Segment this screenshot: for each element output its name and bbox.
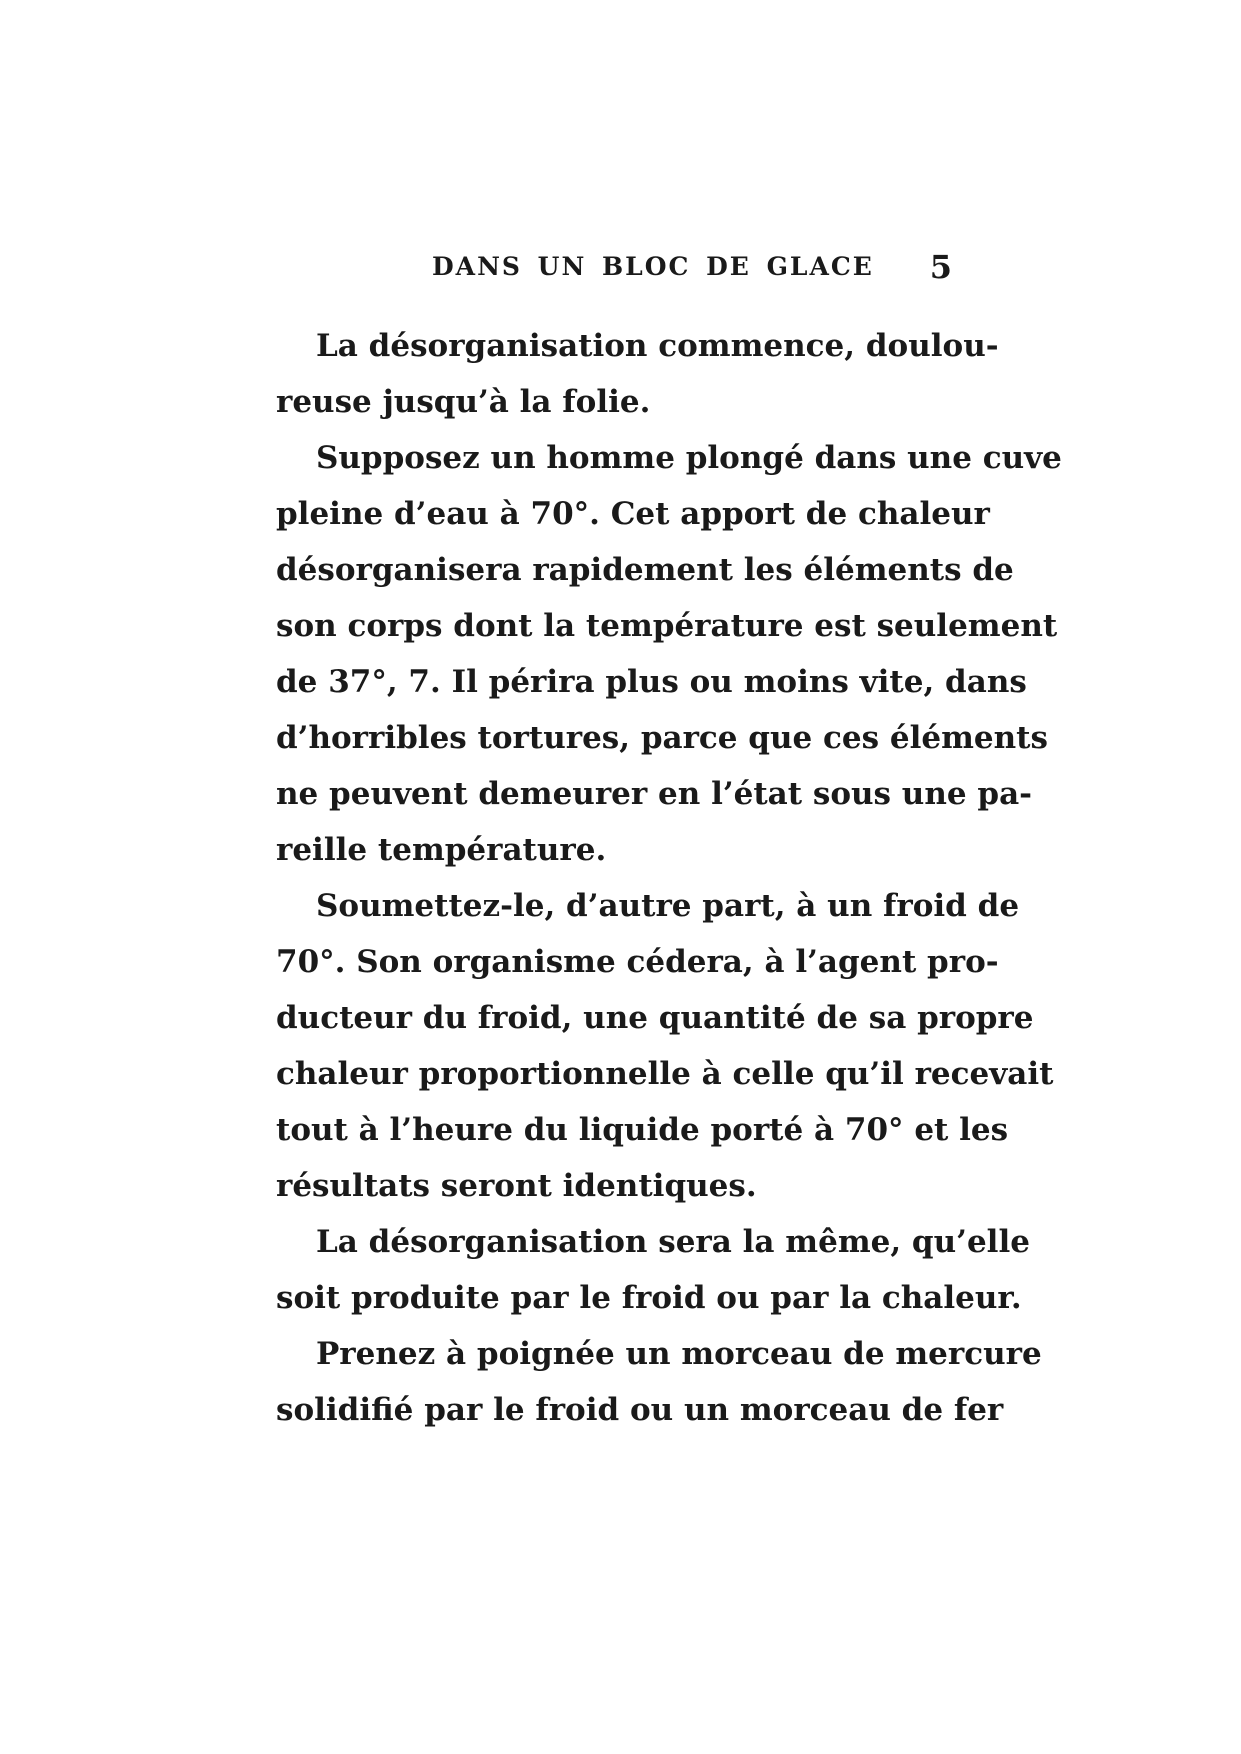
running-title: DANS UN BLOC DE GLACE <box>432 252 874 281</box>
text-line: 70°. Son organisme cédera, à l’agent pro- <box>276 944 999 980</box>
text-line: reuse jusqu’à la folie. <box>276 384 651 420</box>
text-line: d’horribles tortures, parce que ces éléments <box>276 720 1048 756</box>
paragraph-5 <box>276 1326 1042 1438</box>
text-line: ducteur du froid, une quantité de sa propre <box>276 1000 1034 1036</box>
paragraph-4 <box>276 1214 1030 1326</box>
text-line: résultats seront identiques. <box>276 1168 757 1204</box>
text-line: La désorganisation sera la même, qu’elle <box>316 1224 1030 1260</box>
text-line: désorganisera rapidement les éléments de <box>276 552 1014 588</box>
text-line: tout à l’heure du liquide porté à 70° et les <box>276 1112 1009 1148</box>
text-line: soit produite par le froid ou par la chaleur. <box>276 1280 1022 1316</box>
body-text <box>276 318 1062 1438</box>
text-line: chaleur proportionnelle à celle qu’il recevait <box>276 1056 1054 1092</box>
paragraph-2 <box>276 430 1062 878</box>
paragraph-3 <box>276 878 1054 1214</box>
text-line: Prenez à poignée un morceau de mercure <box>316 1336 1042 1372</box>
page-number: 5 <box>929 248 952 286</box>
text-line: Supposez un homme plongé dans une cuve <box>316 440 1062 476</box>
text-line: son corps dont la température est seulement <box>276 608 1058 644</box>
running-head <box>272 248 952 288</box>
text-line: La désorganisation commence, doulou- <box>316 328 999 364</box>
text-line: pleine d’eau à 70°. Cet apport de chaleur <box>276 496 990 532</box>
text-line: ne peuvent demeurer en l’état sous une pa- <box>276 776 1033 812</box>
paragraph-1 <box>276 318 999 430</box>
text-line: de 37°, 7. Il périra plus ou moins vite, dans <box>276 664 1027 700</box>
text-line: solidifié par le froid ou un morceau de fer <box>276 1392 1004 1428</box>
text-line: reille température. <box>276 832 607 868</box>
text-line: Soumettez-le, d’autre part, à un froid de <box>316 888 1020 924</box>
